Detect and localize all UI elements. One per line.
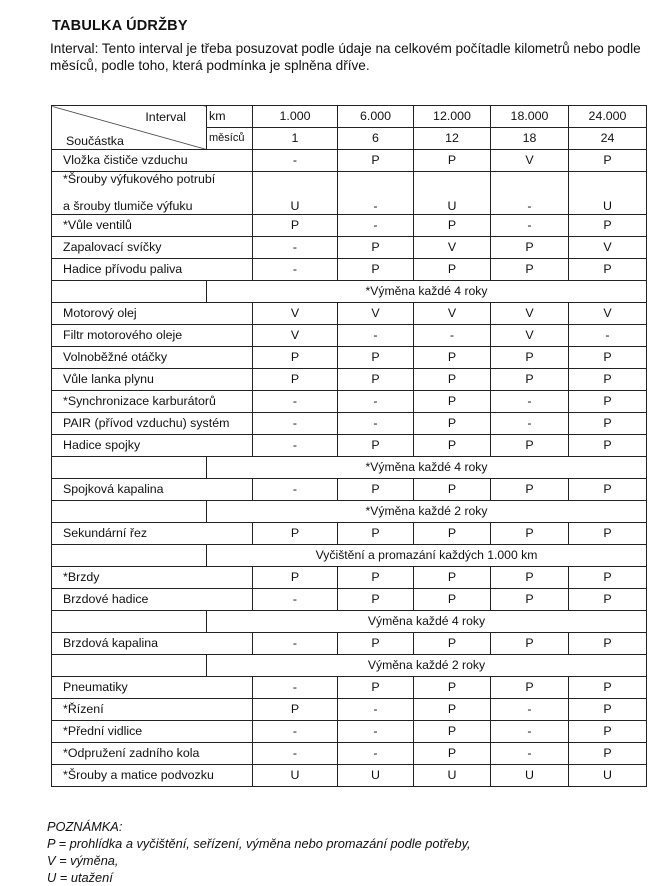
- table-row: [52, 677, 647, 699]
- maintenance-action: P: [569, 150, 647, 172]
- interval-note-row: [52, 545, 647, 567]
- maintenance-action: P: [569, 743, 647, 765]
- part-name: *Odpružení zadního kola: [52, 743, 253, 765]
- part-name: Hadice přívodu paliva: [52, 259, 253, 281]
- part-name: Brzdové hadice: [52, 589, 253, 611]
- maintenance-action: P: [569, 391, 647, 413]
- maintenance-action: P: [569, 413, 647, 435]
- maintenance-action: P: [569, 435, 647, 457]
- maintenance-action: P: [491, 567, 569, 589]
- table-row: [52, 765, 647, 787]
- maintenance-action: P: [569, 589, 647, 611]
- table-row: [52, 172, 647, 215]
- maintenance-action: P: [338, 633, 414, 655]
- maintenance-action: -: [253, 633, 338, 655]
- months-value: 1: [253, 128, 338, 150]
- table-row: [52, 523, 647, 545]
- maintenance-action: P: [414, 479, 491, 501]
- maintenance-action: V: [253, 303, 338, 325]
- months-unit-label: měsíců: [207, 128, 253, 150]
- part-name: *Synchronizace karburátorů: [52, 391, 253, 413]
- maintenance-action: -: [491, 215, 569, 237]
- maintenance-action: -: [253, 479, 338, 501]
- part-name: PAIR (přívod vzduchu) systém: [52, 413, 253, 435]
- maintenance-action: P: [414, 633, 491, 655]
- maintenance-action: U: [491, 765, 569, 787]
- maintenance-action: P: [414, 259, 491, 281]
- maintenance-action: P: [491, 259, 569, 281]
- part-name: Hadice spojky: [52, 435, 253, 457]
- maintenance-action: P: [338, 435, 414, 457]
- interval-note: *Výměna každé 2 roky: [207, 501, 647, 523]
- maintenance-action: P: [491, 479, 569, 501]
- maintenance-action: -: [338, 215, 414, 237]
- maintenance-action: U: [414, 172, 491, 215]
- part-name: *Šrouby a matice podvozku: [52, 765, 253, 787]
- interval-note: Výměna každé 2 roky: [207, 655, 647, 677]
- table-row: [52, 259, 647, 281]
- part-name: Motorový olej: [52, 303, 253, 325]
- maintenance-action: P: [569, 479, 647, 501]
- maintenance-action: U: [569, 172, 647, 215]
- note-spacer-cell: [52, 655, 207, 677]
- table-row: [52, 347, 647, 369]
- maintenance-action: P: [414, 435, 491, 457]
- km-value: 1.000: [253, 106, 338, 128]
- maintenance-action: U: [338, 765, 414, 787]
- maintenance-action: P: [414, 721, 491, 743]
- maintenance-action: P: [338, 150, 414, 172]
- part-name: Pneumatiky: [52, 677, 253, 699]
- maintenance-action: P: [414, 391, 491, 413]
- km-value: 24.000: [569, 106, 647, 128]
- table-row: [52, 435, 647, 457]
- maintenance-action: P: [338, 567, 414, 589]
- maintenance-action: -: [253, 237, 338, 259]
- part-name: Vložka čističe vzduchu: [52, 150, 253, 172]
- maintenance-action: -: [253, 391, 338, 413]
- interval-note: Výměna každé 4 roky: [207, 611, 647, 633]
- notes-section: [47, 818, 471, 886]
- maintenance-action: P: [491, 523, 569, 545]
- maintenance-action: -: [338, 743, 414, 765]
- part-name: *Řízení: [52, 699, 253, 721]
- header-diagonal-cell: [52, 106, 207, 150]
- table-row: [52, 325, 647, 347]
- maintenance-action: P: [491, 589, 569, 611]
- maintenance-action: P: [569, 567, 647, 589]
- interval-note-row: [52, 281, 647, 303]
- maintenance-action: -: [338, 391, 414, 413]
- maintenance-action: -: [253, 413, 338, 435]
- maintenance-action: P: [253, 347, 338, 369]
- interval-note: *Výměna každé 4 roky: [207, 281, 647, 303]
- maintenance-action: P: [338, 677, 414, 699]
- maintenance-action: P: [414, 743, 491, 765]
- maintenance-action: P: [414, 677, 491, 699]
- table-row: [52, 237, 647, 259]
- header-km-row: [52, 106, 647, 128]
- maintenance-action: -: [414, 325, 491, 347]
- maintenance-action: -: [491, 172, 569, 215]
- maintenance-action: U: [414, 765, 491, 787]
- part-header-label: Součástka: [66, 134, 124, 148]
- table-row: [52, 699, 647, 721]
- maintenance-action: -: [491, 699, 569, 721]
- part-name: *Vůle ventilů: [52, 215, 253, 237]
- maintenance-action: P: [491, 633, 569, 655]
- interval-note: *Výměna každé 4 roky: [207, 457, 647, 479]
- maintenance-action: -: [253, 677, 338, 699]
- maintenance-action: P: [569, 523, 647, 545]
- table-row: [52, 721, 647, 743]
- part-name-line: a šrouby tlumiče výfuku: [63, 199, 193, 213]
- maintenance-action: P: [491, 369, 569, 391]
- maintenance-action: P: [338, 523, 414, 545]
- note-spacer-cell: [52, 457, 207, 479]
- maintenance-action: V: [414, 303, 491, 325]
- maintenance-action: P: [569, 677, 647, 699]
- interval-note-row: [52, 655, 647, 677]
- maintenance-action: -: [338, 325, 414, 347]
- maintenance-action: P: [491, 435, 569, 457]
- maintenance-action: P: [414, 567, 491, 589]
- part-name: [52, 172, 253, 215]
- table-row: [52, 391, 647, 413]
- table-row: [52, 413, 647, 435]
- maintenance-action: -: [338, 413, 414, 435]
- part-name: Brzdová kapalina: [52, 633, 253, 655]
- notes-heading: POZNÁMKA:: [47, 819, 123, 834]
- table-row: [52, 567, 647, 589]
- maintenance-action: P: [569, 215, 647, 237]
- maintenance-action: -: [338, 699, 414, 721]
- maintenance-action: V: [569, 237, 647, 259]
- maintenance-action: P: [253, 699, 338, 721]
- maintenance-action: -: [338, 172, 414, 215]
- maintenance-action: P: [414, 215, 491, 237]
- interval-description: Interval: Tento interval je třeba posuzovat podle údaje na celkovém počítadle kilometrů nebo podle měsíců, podle toho, která podmínka je splněna dříve.: [50, 41, 641, 73]
- months-value: 12: [414, 128, 491, 150]
- months-value: 18: [491, 128, 569, 150]
- maintenance-action: V: [569, 303, 647, 325]
- maintenance-action: -: [569, 325, 647, 347]
- note-spacer-cell: [52, 281, 207, 303]
- maintenance-action: P: [491, 237, 569, 259]
- maintenance-action: P: [491, 677, 569, 699]
- maintenance-action: U: [253, 765, 338, 787]
- maintenance-action: P: [569, 699, 647, 721]
- km-value: 6.000: [338, 106, 414, 128]
- km-value: 18.000: [491, 106, 569, 128]
- notes-line: V = výměna,: [47, 853, 119, 868]
- maintenance-action: P: [491, 347, 569, 369]
- maintenance-action: P: [414, 150, 491, 172]
- maintenance-action: P: [414, 589, 491, 611]
- maintenance-action: P: [414, 413, 491, 435]
- part-name: Sekundární řez: [52, 523, 253, 545]
- maintenance-action: P: [569, 259, 647, 281]
- part-name: *Brzdy: [52, 567, 253, 589]
- km-unit-label: km: [207, 106, 253, 128]
- maintenance-action: P: [253, 215, 338, 237]
- interval-header-label: Interval: [145, 110, 186, 124]
- note-spacer-cell: [52, 545, 207, 567]
- maintenance-action: -: [253, 435, 338, 457]
- maintenance-action: V: [253, 325, 338, 347]
- maintenance-action: V: [491, 303, 569, 325]
- table-row: [52, 589, 647, 611]
- interval-note-row: [52, 501, 647, 523]
- maintenance-action: P: [414, 347, 491, 369]
- interval-note-row: [52, 611, 647, 633]
- interval-note: Vyčištění a promazání každých 1.000 km: [207, 545, 647, 567]
- part-name: Volnoběžné otáčky: [52, 347, 253, 369]
- note-spacer-cell: [52, 501, 207, 523]
- table-row: [52, 369, 647, 391]
- maintenance-action: P: [338, 347, 414, 369]
- maintenance-action: V: [491, 150, 569, 172]
- maintenance-action: P: [253, 369, 338, 391]
- interval-note-row: [52, 457, 647, 479]
- maintenance-action: P: [253, 567, 338, 589]
- note-spacer-cell: [52, 611, 207, 633]
- part-name: Spojková kapalina: [52, 479, 253, 501]
- maintenance-action: P: [338, 259, 414, 281]
- maintenance-action: P: [338, 479, 414, 501]
- maintenance-action: -: [491, 721, 569, 743]
- maintenance-action: P: [338, 369, 414, 391]
- part-name: Filtr motorového oleje: [52, 325, 253, 347]
- part-name: Vůle lanka plynu: [52, 369, 253, 391]
- maintenance-action: -: [253, 721, 338, 743]
- months-value: 6: [338, 128, 414, 150]
- part-name-line: *Šrouby výfukového potrubí: [63, 172, 216, 186]
- part-name: *Přední vidlice: [52, 721, 253, 743]
- maintenance-action: P: [253, 523, 338, 545]
- maintenance-action: V: [491, 325, 569, 347]
- maintenance-action: U: [253, 172, 338, 215]
- maintenance-action: V: [414, 237, 491, 259]
- part-name: Zapalovací svíčky: [52, 237, 253, 259]
- maintenance-action: P: [569, 633, 647, 655]
- maintenance-action: P: [338, 589, 414, 611]
- table-row: [52, 743, 647, 765]
- maintenance-action: P: [414, 523, 491, 545]
- maintenance-action: P: [338, 237, 414, 259]
- page-title: TABULKA ÚDRŽBY: [52, 18, 188, 34]
- km-value: 12.000: [414, 106, 491, 128]
- maintenance-table: [51, 105, 647, 787]
- maintenance-action: -: [253, 259, 338, 281]
- maintenance-action: P: [414, 699, 491, 721]
- maintenance-action: -: [253, 743, 338, 765]
- maintenance-action: P: [569, 721, 647, 743]
- maintenance-action: P: [569, 347, 647, 369]
- maintenance-action: -: [491, 743, 569, 765]
- table-row: [52, 303, 647, 325]
- maintenance-action: -: [253, 589, 338, 611]
- maintenance-action: P: [414, 369, 491, 391]
- maintenance-action: -: [253, 150, 338, 172]
- maintenance-action: V: [338, 303, 414, 325]
- table-row: [52, 215, 647, 237]
- table-row: [52, 150, 647, 172]
- maintenance-action: U: [569, 765, 647, 787]
- maintenance-action: -: [491, 413, 569, 435]
- months-value: 24: [569, 128, 647, 150]
- maintenance-action: -: [338, 721, 414, 743]
- notes-line: P = prohlídka a vyčištění, seřízení, výměna nebo promazání podle potřeby,: [47, 836, 471, 851]
- notes-line: U = utažení: [47, 870, 113, 885]
- table-row: [52, 633, 647, 655]
- table-row: [52, 479, 647, 501]
- maintenance-action: P: [569, 369, 647, 391]
- maintenance-action: -: [491, 391, 569, 413]
